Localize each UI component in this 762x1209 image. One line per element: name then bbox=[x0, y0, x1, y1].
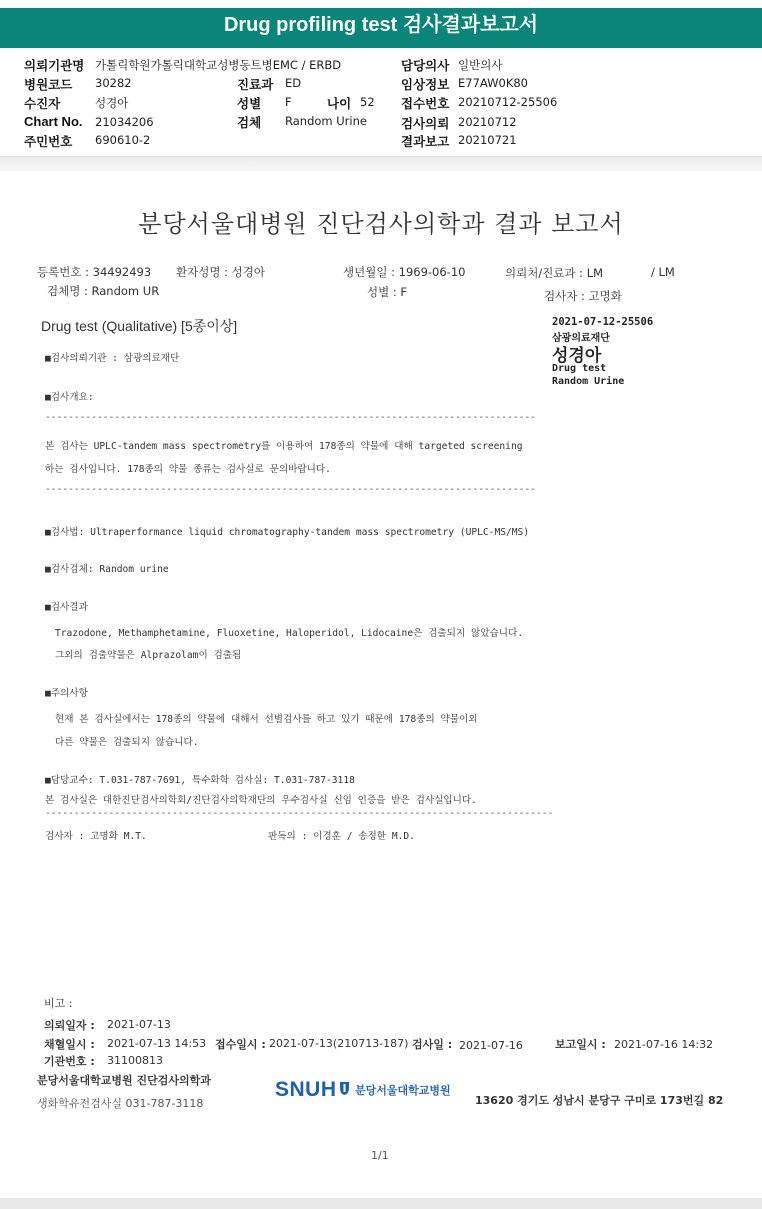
report-value: 20210721 bbox=[458, 133, 517, 147]
stamp-patient: 성경아 bbox=[552, 346, 602, 366]
test-date: 2021-07-16 bbox=[459, 1039, 523, 1052]
result-line-1: Trazodone, Methamphetamine, Fluoxetine, Haloperidol, Lidocaine은 검출되지 않았습니다. bbox=[55, 628, 524, 639]
doctor-value: 일반의사 bbox=[458, 58, 503, 72]
collection-time-label: 채혈일시 : bbox=[44, 1038, 95, 1051]
rrn-value: 690610-2 bbox=[95, 133, 151, 147]
stamp-test: Drug test bbox=[552, 363, 607, 374]
separator-band bbox=[0, 156, 762, 171]
department-name: 분당서울대학교병원 진단검사의학과 bbox=[37, 1074, 211, 1087]
chart-label: Chart No. bbox=[24, 114, 83, 129]
result-heading: ■검사결과 bbox=[45, 602, 88, 613]
banner-title: Drug profiling test 검사결과보고서 bbox=[223, 14, 539, 36]
date-of-birth: 생년월일 : 1969-06-10 bbox=[343, 265, 466, 279]
clinical-info-value: E77AW0K80 bbox=[458, 76, 528, 90]
hospital-code-label: 병원코드 bbox=[24, 77, 73, 92]
doctor-label: 담당의사 bbox=[401, 58, 450, 73]
report-title: 분당서울대병원 진단검사의학과 결과 보고서 bbox=[138, 210, 624, 238]
referral-department-2: / LM bbox=[651, 265, 675, 279]
request-date-label: 의뢰일자 : bbox=[44, 1019, 95, 1032]
test-name: Drug test (Qualitative) [5종이상] bbox=[41, 318, 238, 334]
remarks-label: 비고 : bbox=[44, 997, 73, 1010]
overview-line-1: 본 검사는 UPLC-tandem mass spectrometry를 이용하여 178종의 약물에 대해 targeted screening bbox=[45, 441, 523, 452]
specimen-name: 검체명 : Random UR bbox=[47, 284, 160, 298]
caution-heading: ■주의사항 bbox=[45, 688, 88, 699]
clinical-info-label: 임상정보 bbox=[401, 77, 450, 92]
hospital-code-value: 30282 bbox=[95, 76, 132, 90]
hospital-address: 13620 경기도 성남시 분당구 구미로 173번길 82 bbox=[475, 1094, 724, 1107]
institution-value: 가톨릭학원가톨릭대학교성병동트병EMC / ERBD bbox=[95, 58, 342, 72]
specimen-value: Random Urine bbox=[285, 114, 367, 128]
registration-number: 등록번호 : 34492493 bbox=[37, 265, 152, 279]
receipt-time-label: 접수일시 : bbox=[215, 1038, 266, 1051]
patient-name: 환자성명 : 성경아 bbox=[176, 265, 265, 279]
bottom-band bbox=[0, 1198, 762, 1209]
requesting-institution: ■검사의뢰기관 : 삼광의료재단 bbox=[45, 353, 180, 364]
examiner-name: 검사자 : 고명화 bbox=[544, 289, 622, 303]
test-specimen: ■검사검체: Random urine bbox=[45, 564, 169, 575]
rrn-label: 주민번호 bbox=[24, 134, 73, 149]
receipt-time: 2021-07-13(210713-187) bbox=[269, 1037, 409, 1050]
caution-line-1: 현재 본 검사실에서는 178종의 약물에 대해서 선별검사를 하고 있기 때문에 178종의 약물이외 bbox=[55, 714, 478, 725]
reader-signature: 판독의 : 이경훈 / 송정한 M.D. bbox=[268, 831, 415, 842]
divider-line: ---------------------------------------------------------------------------------------- bbox=[45, 808, 554, 819]
chart-value: 21034206 bbox=[95, 115, 154, 129]
certification: 본 검사실은 대한진단검사의학회/진단검사의학재단의 우수검사실 신임 인증을 받은 검사실입니다. bbox=[45, 795, 477, 806]
patient-label: 수진자 bbox=[24, 96, 61, 111]
test-method: ■검사법: Ultraperformance liquid chromatography-tandem mass spectrometry (UPLC-MS/MS) bbox=[45, 527, 530, 538]
institution-label: 의뢰기관명 bbox=[24, 58, 85, 73]
lab-phone: 생화학유전검사실 031-787-3118 bbox=[37, 1097, 204, 1110]
sex-value: F bbox=[285, 95, 292, 109]
overview-line-2: 하는 검사입니다. 178종의 약물 종류는 검사실로 문의바랍니다. bbox=[45, 464, 331, 475]
stamp-specimen: Random Urine bbox=[552, 376, 625, 387]
report-time: 2021-07-16 14:32 bbox=[614, 1038, 714, 1051]
dept-label: 진료과 bbox=[237, 77, 274, 92]
accession-label: 접수번호 bbox=[401, 96, 450, 111]
specimen-label: 검체 bbox=[237, 115, 262, 130]
page-number: 1/1 bbox=[371, 1149, 389, 1162]
result-line-2: 그외의 검출약물은 Alprazolam이 검출됨 bbox=[55, 650, 242, 661]
examiner-signature: 검사자 : 고명화 M.T. bbox=[45, 831, 147, 842]
age-label: 나이 bbox=[327, 96, 352, 111]
institution-number-label: 기관번호 : bbox=[44, 1055, 95, 1068]
stamp-institution: 삼광의료재단 bbox=[552, 333, 610, 344]
stamp-accession: 2021-07-12-25506 bbox=[552, 316, 654, 328]
divider-line: ------------------------------------------------------------------------------------- bbox=[45, 484, 536, 495]
report-time-label: 보고일시 : bbox=[555, 1038, 606, 1051]
collection-time: 2021-07-13 14:53 bbox=[107, 1037, 207, 1050]
institution-number: 31100813 bbox=[107, 1054, 163, 1067]
accession-value: 20210712-25506 bbox=[458, 95, 558, 109]
divider-line: ------------------------------------------------------------------------------------- bbox=[45, 412, 536, 423]
hospital-name: 분당서울대학교병원 bbox=[355, 1084, 451, 1097]
request-label: 검사의뢰 bbox=[401, 116, 450, 131]
test-date-label: 검사일 : bbox=[412, 1038, 453, 1051]
request-value: 20210712 bbox=[458, 115, 517, 129]
age-value: 52 bbox=[360, 95, 375, 109]
snuh-logo: SNUH bbox=[275, 1078, 337, 1101]
caution-line-2: 다른 약물은 검출되지 않습니다. bbox=[55, 737, 199, 748]
referral-department: 의뢰처/진료과 : LM bbox=[505, 266, 604, 280]
request-date: 2021-07-13 bbox=[107, 1018, 171, 1031]
patient-sex: 성별 : F bbox=[367, 285, 408, 299]
patient-value: 성경아 bbox=[95, 96, 129, 110]
overview-heading: ■검사개요: bbox=[45, 392, 94, 403]
sex-label: 성별 bbox=[237, 96, 262, 111]
dept-value: ED bbox=[285, 76, 302, 90]
hospital-emblem-icon bbox=[338, 1080, 351, 1096]
contact-info: ■담당교수: T.031-787-7691, 특수화학 검사실: T.031-787-3118 bbox=[45, 775, 355, 786]
report-label: 결과보고 bbox=[401, 134, 450, 149]
